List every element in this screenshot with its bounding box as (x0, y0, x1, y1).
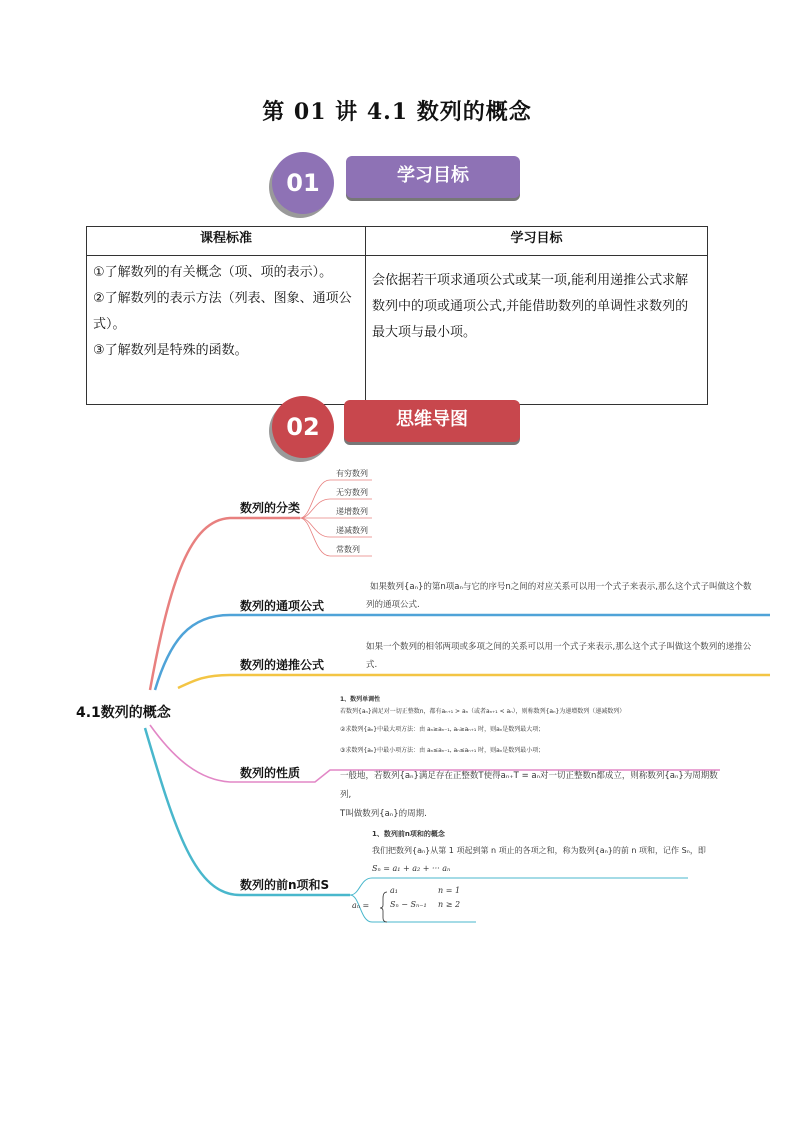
table-header-goal: 学习目标 (366, 227, 708, 256)
branch-recursive-formula: 数列的递推公式 (240, 658, 325, 672)
section-label: 思维导图 (344, 400, 520, 442)
branch-line-sum (145, 728, 350, 895)
branch-properties: 数列的性质 (240, 766, 301, 780)
goal-text: 会依据若干项求通项公式或某一项,能利用递推公式求解数列中的项或通项公式,并能借助数列的单调性求数列的最大项与最小项。 (372, 273, 689, 340)
properties-period-desc: 一般地，若数列{aₙ}满足存在正整数T使得aₙ₊T = aₙ对一切正整数n都成立，则称数列{aₙ}为周期数列, T叫做数列{aₙ}的周期. (340, 771, 718, 819)
standard-line: ②了解数列的表示方法（列表、图象、通项公式）。 (93, 291, 352, 332)
branch-sum: 数列的前n项和S (240, 878, 330, 892)
recursive-formula-desc: 如果一个数列的相邻两项或多项之间的关系可以用一个式子来表示,那么这个式子叫做这个数列的递推公 式. (366, 642, 752, 670)
classification-item: 递减数列 (336, 526, 368, 535)
general-formula-desc: 如果数列{aₙ}的第n项aₙ与它的序号n之间的对应关系可以用一个式子来表示,那么这个式子叫做这个数 列的通项公式. (366, 582, 752, 610)
classification-item: 递增数列 (336, 507, 368, 516)
sum-desc: 我们把数列{aₙ}从第 1 项起到第 n 项止的各项之和，称为数列{aₙ}的前 n 项和，记作 Sₙ，即 (372, 846, 706, 855)
sum-title: 1、数列前n项和的概念 (372, 830, 445, 838)
branch-general-formula: 数列的通项公式 (240, 599, 325, 613)
table-header-standard: 课程标准 (87, 227, 366, 256)
classification-item: 有穷数列 (336, 469, 368, 478)
standard-line: ①了解数列的有关概念（项、项的表示）。 (93, 265, 333, 280)
properties-notes: 1、数列单调性 若数列{aₙ}满足对一切正整数n，都有aₙ₊₁ > aₙ（或者aₙ₊₁ < aₙ），则称数列{aₙ}为递增数列（递减数列） ②求数列{aₙ}中最大项方法：由 aₙ≥aₙ₋₁, aₙ≥aₙ₊₁ 时，则aₙ是数列最大项； ③求数列{aₙ}中最小项方法：由 aₙ≤aₙ₋₁, aₙ≤aₙ₊₁ 时，则aₙ是数列最小项； (340, 696, 626, 754)
branch-classification: 数列的分类 (240, 501, 301, 515)
section-number: 02 (286, 413, 320, 441)
page-title: 第 01 讲 4.1 数列的概念 (262, 99, 532, 125)
sum-formula: Sₙ = a₁ + a₂ + ··· aₙ (372, 864, 451, 873)
section-number: 01 (286, 169, 320, 197)
standard-line: ③了解数列是特殊的函数。 (93, 343, 248, 358)
classification-item: 无穷数列 (336, 488, 368, 497)
classification-item: 常数列 (336, 545, 360, 554)
branch-line-recursive (178, 675, 770, 688)
piecewise-row: a₁ n = 1 Sₙ − Sₙ₋₁ n ≥ 2 (390, 886, 461, 909)
section-label: 学习目标 (346, 156, 520, 198)
mindmap-root: 4.1数列的概念 (76, 705, 171, 721)
piecewise-lhs: aₙ = (352, 901, 370, 910)
